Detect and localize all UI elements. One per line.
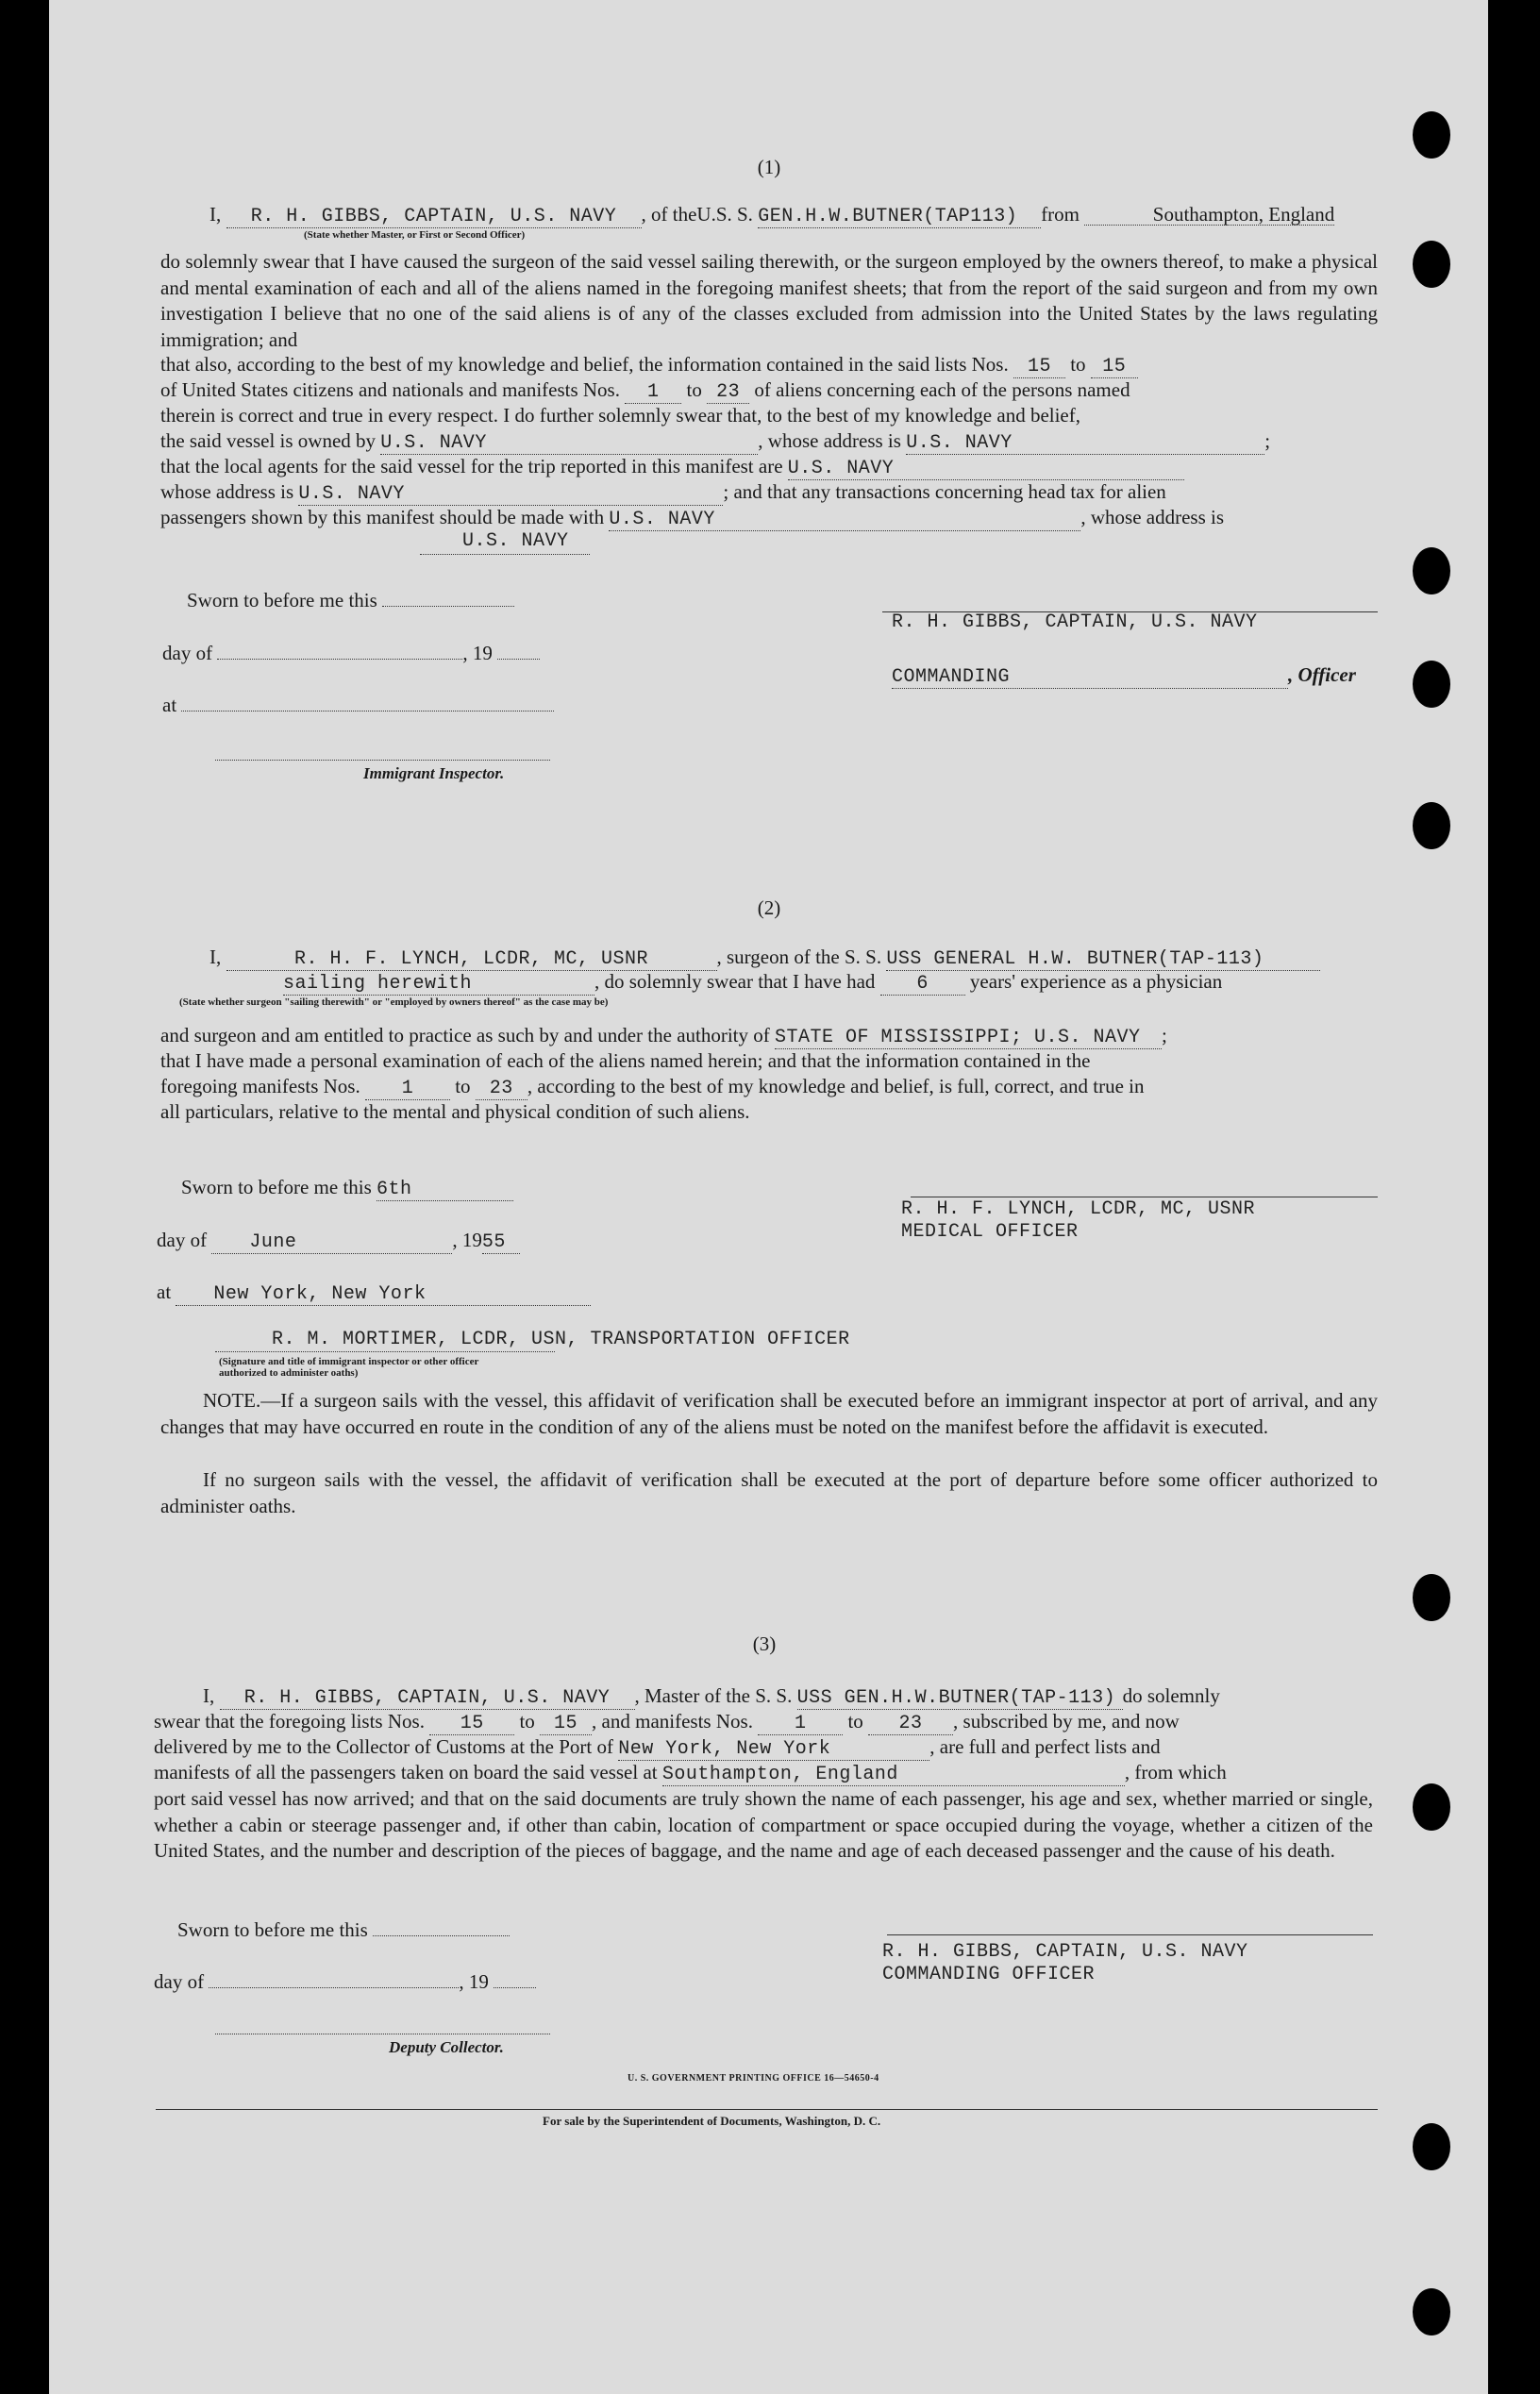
blank-field	[373, 1935, 510, 1936]
sec1-oath-paragraph: do solemnly swear that I have caused the surgeon of the said vessel sailing therewith, or the surgeon employed by the owners thereof, to make a physical and mental examination of each and all of the aliens named in the foregoing manifest sheets; that from the report of the said surgeon and from my own investigation I believe that no one of the said aliens is of any of the classes excluded from admission into the United States by the laws regulating immigration; and	[160, 250, 1378, 351]
sec2-state-note: (State whether surgeon "sailing therewith" or "employed by owners thereof" as the case may be)	[179, 996, 609, 1008]
sec1-therein-line: therein is correct and true in every respect. I do further solemnly swear that, to the best of my knowledge and belief,	[160, 404, 1080, 427]
binder-hole	[1413, 1574, 1450, 1621]
sec2-manifests-line: foregoing manifests Nos. 1 to 23 , according to the best of my knowledge and belief, is full, correct, and true in	[160, 1075, 1145, 1099]
gpo-imprint: U. S. GOVERNMENT PRINTING OFFICE 16—54650-4	[628, 2073, 879, 2084]
sec2-first-line: I, R. H. F. LYNCH, LCDR, MC, USNR , surgeon of the S. S. USS GENERAL H.W. BUTNER(TAP-113)	[209, 946, 1320, 971]
section-3-number: (3)	[752, 1632, 777, 1655]
section-1-number: (1)	[757, 156, 781, 178]
sec2-sworn-line: Sworn to before me this 6th	[181, 1176, 513, 1201]
binder-hole	[1413, 111, 1450, 159]
binder-hole	[1413, 661, 1450, 708]
sec2-note-1: NOTE.—If a surgeon sails with the vessel, this affidavit of verification shall be executed before an immigrant inspector at port of arrival, and any changes that may have occurred en route in the condition of any of the aliens must be noted on the manifest before the affidavit is executed.	[160, 1389, 1378, 1438]
sec1-headtax-line: passengers shown by this manifest should be made with U.S. NAVY , whose address is	[160, 506, 1225, 530]
deputy-collector-label: Deputy Collector.	[389, 2038, 504, 2056]
sec2-witness-note: (Signature and title of immigrant inspector or other officer authorized to administer oaths)	[219, 1356, 479, 1379]
sec3-first-line: I, R. H. GIBBS, CAPTAIN, U.S. NAVY , Master of the S. S. USS GEN.H.W.BUTNER(TAP-113) do solemnly	[203, 1684, 1220, 1709]
binder-hole	[1413, 2123, 1450, 2170]
sec3-sworn-line: Sworn to before me this	[177, 1918, 510, 1942]
sec1-agents-line: that the local agents for the said vessel for the trip reported in this manifest are U.S. NAVY	[160, 455, 1184, 480]
blank-field	[209, 1987, 459, 1988]
sec2-witness-signature: R. M. MORTIMER, LCDR, USN, TRANSPORTATION OFFICER	[272, 1329, 850, 1350]
sec1-day-line: day of , 19	[162, 642, 540, 665]
blank-field	[494, 1987, 536, 1988]
binder-hole	[1413, 802, 1450, 849]
blank-field	[382, 606, 514, 607]
immigrant-inspector-label: Immigrant Inspector.	[363, 764, 505, 782]
sec1-title-line: COMMANDING , Officer	[892, 663, 1356, 688]
sec1-manifests-line: of United States citizens and nationals and manifests Nos. 1 to 23 of aliens concerning each of the persons named	[160, 378, 1130, 403]
sec2-examination-line: that I have made a personal examination of each of the aliens named herein; and that the information contained in the	[160, 1049, 1091, 1072]
sec1-agents-address-line: whose address is U.S. NAVY ; and that any transactions concerning head tax for alien	[160, 480, 1166, 505]
sec2-day-line: day of June , 1955	[157, 1229, 520, 1254]
sec2-note-2: If no surgeon sails with the vessel, the affidavit of verification shall be executed at the port of departure before some officer authorized to administer oaths.	[160, 1468, 1378, 1517]
section-2-number: (2)	[757, 896, 781, 919]
signature-rule	[887, 1934, 1373, 1935]
binder-hole	[1413, 547, 1450, 594]
binder-hole	[1413, 2288, 1450, 2335]
blank-field	[217, 659, 462, 660]
blank-field	[181, 711, 554, 712]
dotted-line	[420, 554, 590, 555]
sec2-particulars-line: all particulars, relative to the mental and physical condition of such aliens.	[160, 1100, 750, 1123]
sec2-at-line: at New York, New York	[157, 1281, 591, 1306]
sec2-practice-line: and surgeon and am entitled to practice as such by and under the authority of STATE OF MISSISSIPPI; U.S. NAVY ;	[160, 1024, 1167, 1048]
sec3-board-line: manifests of all the passengers taken on board the said vessel at Southampton, England , from which	[154, 1761, 1227, 1785]
master-name-field-3: R. H. GIBBS, CAPTAIN, U.S. NAVY	[220, 1688, 635, 1710]
master-name-field: R. H. GIBBS, CAPTAIN, U.S. NAVY	[226, 207, 642, 228]
vessel-field: GEN.H.W.BUTNER(TAP113)	[758, 207, 1041, 228]
blank-field	[497, 659, 540, 660]
sec2-sailing-line: sailing herewith , do solemnly swear that I have had 6 years' experience as a physician	[283, 970, 1223, 995]
binder-hole	[1413, 241, 1450, 288]
sec1-first-line: I, R. H. GIBBS, CAPTAIN, U.S. NAVY , of theU.S. S. GEN.H.W.BUTNER(TAP113) from Southampton, England	[209, 203, 1335, 227]
dotted-line	[215, 760, 550, 761]
sec3-signature: R. H. GIBBS, CAPTAIN, U.S. NAVY COMMANDING OFFICER	[882, 1941, 1248, 1985]
sec3-oath-paragraph: port said vessel has now arrived; and that on the said documents are truly shown the name of each passenger, his age and sex, whether married or single, whether a cabin or steerage passenger and, if other than cabin, location of compartment or space occupied during the voyage, whether a citizen of the United States, and the number and description of the pieces of baggage, and the name and age of each deceased passenger and the cause of his death.	[154, 1787, 1373, 1862]
sale-notice: For sale by the Superintendent of Documents, Washington, D. C.	[543, 2114, 881, 2128]
sec2-signature: R. H. F. LYNCH, LCDR, MC, USNR MEDICAL OFFICER	[901, 1198, 1256, 1243]
footer-rule	[156, 2109, 1378, 2110]
sec3-day-line: day of , 19	[154, 1970, 536, 1994]
surgeon-name-field: R. H. F. LYNCH, LCDR, MC, USNR	[226, 949, 717, 971]
sec1-headtax-address: U.S. NAVY	[462, 530, 569, 552]
binder-hole	[1413, 1783, 1450, 1831]
sec1-lists-line: that also, according to the best of my knowledge and belief, the information contained in the said lists Nos. 15 to 15	[160, 353, 1138, 378]
sec1-signature-name: R. H. GIBBS, CAPTAIN, U.S. NAVY	[892, 611, 1258, 633]
from-port-field: Southampton, England	[1084, 204, 1334, 226]
dotted-line	[215, 1351, 555, 1352]
sec3-lists-line: swear that the foregoing lists Nos. 15 to 15 , and manifests Nos. 1 to 23 , subscribed by me, and now	[154, 1710, 1180, 1734]
sec1-owner-line: the said vessel is owned by U.S. NAVY , whose address is U.S. NAVY ;	[160, 429, 1271, 454]
sec1-at-line: at	[162, 694, 554, 717]
sec1-sworn-line: Sworn to before me this	[187, 589, 514, 612]
state-whether-note: (State whether Master, or First or Second Officer)	[304, 229, 526, 241]
sec3-delivered-line: delivered by me to the Collector of Customs at the Port of New York, New York , are full and perfect lists and	[154, 1735, 1161, 1760]
